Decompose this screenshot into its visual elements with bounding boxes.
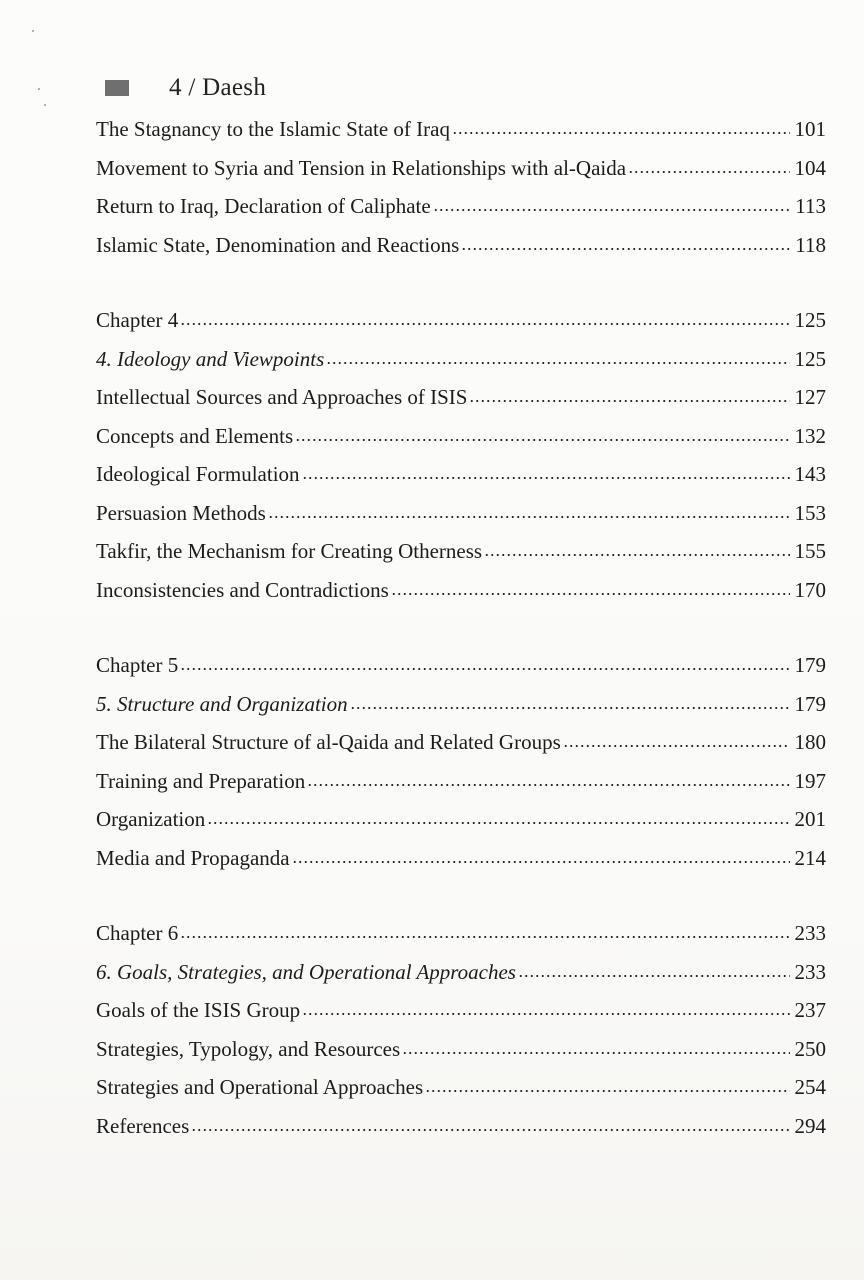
toc-entry-chapter[interactable]: [96, 919, 826, 958]
toc-entry-title: Media and Propaganda: [96, 845, 290, 870]
toc-entry-page: 294: [794, 1113, 826, 1138]
toc-entry-title: Chapter 6: [96, 921, 179, 945]
toc-entry-page: 104: [794, 155, 826, 180]
toc-entry-title: Strategies and Operational Approaches: [96, 1075, 424, 1099]
toc-entry-page: 254: [794, 1075, 826, 1099]
toc-entry-page: 143: [794, 462, 826, 486]
toc-entry-page: 214: [794, 845, 826, 870]
dot-leader: [307, 767, 790, 788]
toc-entry-chapter-title[interactable]: [96, 345, 826, 384]
toc-entry-page: 197: [794, 768, 826, 793]
toc-entry-title: The Bilateral Structure of al-Qaida and Related Groups: [96, 730, 561, 754]
toc-entry-page: 132: [794, 423, 826, 448]
toc-entry-title: Ideological Formulation: [96, 462, 300, 486]
toc-entry-title: Training and Preparation: [96, 768, 306, 793]
toc-entry[interactable]: [96, 1035, 826, 1074]
dot-leader: [191, 1112, 790, 1133]
toc-entry[interactable]: [96, 805, 826, 844]
toc-entry-chapter[interactable]: [96, 306, 826, 345]
dot-leader: [180, 651, 790, 672]
toc-entry-title: Strategies, Typology, and Resources: [96, 1036, 401, 1061]
toc-entry-title: Takfir, the Mechanism for Creating Otherness: [96, 539, 483, 563]
table-of-contents: [96, 115, 826, 1150]
toc-entry-title: 6. Goals, Strategies, and Operational Approaches: [96, 959, 516, 984]
scan-speck: [38, 88, 40, 90]
section-gap: [96, 614, 826, 651]
dot-leader: [180, 306, 790, 327]
toc-entry-chapter-title[interactable]: [96, 958, 826, 997]
section-gap: [96, 269, 826, 306]
toc-section: [96, 115, 826, 269]
toc-entry[interactable]: [96, 115, 826, 154]
dot-leader: [350, 690, 790, 711]
toc-entry[interactable]: [96, 422, 826, 461]
toc-entry[interactable]: [96, 576, 826, 615]
toc-section-chapter-5: [96, 651, 826, 882]
toc-entry[interactable]: [96, 192, 826, 231]
toc-entry-page: 233: [794, 959, 826, 984]
toc-entry-title: 4. Ideology and Viewpoints: [96, 346, 325, 371]
toc-entry-page: 125: [794, 346, 826, 371]
toc-entry-title: 5. Structure and Organization: [96, 691, 348, 716]
toc-entry-page: 101: [794, 117, 826, 141]
toc-entry[interactable]: [96, 231, 826, 270]
toc-entry-title: Intellectual Sources and Approaches of ISIS: [96, 385, 468, 409]
toc-entry-page: 155: [794, 539, 826, 563]
toc-entry-page: 250: [794, 1036, 826, 1061]
running-header: [105, 70, 266, 106]
dot-leader: [518, 958, 790, 979]
toc-entry[interactable]: [96, 1073, 826, 1112]
header-block-mark-icon: [105, 80, 129, 96]
toc-entry-title: Persuasion Methods: [96, 500, 266, 525]
dot-leader: [292, 844, 790, 865]
dot-leader: [207, 805, 790, 826]
toc-entry-title: Return to Iraq, Declaration of Caliphate: [96, 194, 431, 218]
toc-entry-page: 125: [794, 308, 826, 332]
toc-entry-page: 179: [794, 691, 826, 716]
toc-entry-page: 113: [795, 194, 826, 218]
dot-leader: [563, 728, 790, 749]
toc-entry-title: Movement to Syria and Tension in Relationships with al-Qaida: [96, 155, 627, 180]
toc-entry-page: 233: [794, 921, 826, 945]
toc-entry[interactable]: [96, 154, 826, 193]
dot-leader: [452, 115, 790, 136]
toc-entry[interactable]: [96, 537, 826, 576]
section-gap: [96, 882, 826, 919]
toc-entry[interactable]: [96, 996, 826, 1035]
toc-entry-page: 180: [794, 730, 826, 754]
toc-entry[interactable]: [96, 844, 826, 883]
dot-leader: [302, 460, 790, 481]
toc-entry-page: 153: [794, 500, 826, 525]
toc-entry-title: The Stagnancy to the Islamic State of Iraq: [96, 117, 450, 141]
toc-entry-title: Concepts and Elements: [96, 423, 294, 448]
dot-leader: [391, 576, 790, 597]
toc-entry-title: Chapter 5: [96, 653, 179, 677]
toc-entry-title: Chapter 4: [96, 308, 179, 332]
toc-entry-title: Goals of the ISIS Group: [96, 998, 301, 1022]
toc-entry[interactable]: [96, 383, 826, 422]
toc-section-chapter-6: [96, 919, 826, 1150]
toc-entry-page: 237: [794, 998, 826, 1022]
toc-entry-title: References: [96, 1113, 190, 1138]
toc-entry-chapter-title[interactable]: [96, 690, 826, 729]
dot-leader: [268, 499, 790, 520]
toc-entry-page: 127: [794, 385, 826, 409]
toc-entry[interactable]: [96, 1112, 826, 1151]
scan-speck: [32, 30, 34, 32]
toc-entry-title: Organization: [96, 807, 206, 831]
toc-entry[interactable]: [96, 460, 826, 499]
running-head-text: 4 / Daesh: [169, 74, 267, 101]
dot-leader: [302, 996, 790, 1017]
toc-entry[interactable]: [96, 499, 826, 538]
toc-entry-title: Inconsistencies and Contradictions: [96, 577, 389, 602]
dot-leader: [180, 919, 790, 940]
dot-leader: [326, 345, 790, 366]
toc-entry-chapter[interactable]: [96, 651, 826, 690]
dot-leader: [628, 154, 790, 175]
dot-leader: [425, 1073, 790, 1094]
toc-section-chapter-4: [96, 306, 826, 614]
toc-entry-page: 201: [794, 807, 826, 831]
toc-entry[interactable]: [96, 728, 826, 767]
dot-leader: [461, 231, 790, 252]
dot-leader: [484, 537, 790, 558]
toc-entry-page: 179: [794, 653, 826, 677]
toc-entry-title: Islamic State, Denomination and Reactions: [96, 232, 460, 257]
dot-leader: [469, 383, 790, 404]
toc-entry[interactable]: [96, 767, 826, 806]
dot-leader: [295, 422, 790, 443]
toc-entry-page: 118: [795, 232, 826, 257]
dot-leader: [402, 1035, 790, 1056]
scan-speck: [44, 104, 46, 106]
toc-entry-page: 170: [794, 577, 826, 602]
dot-leader: [433, 192, 790, 213]
